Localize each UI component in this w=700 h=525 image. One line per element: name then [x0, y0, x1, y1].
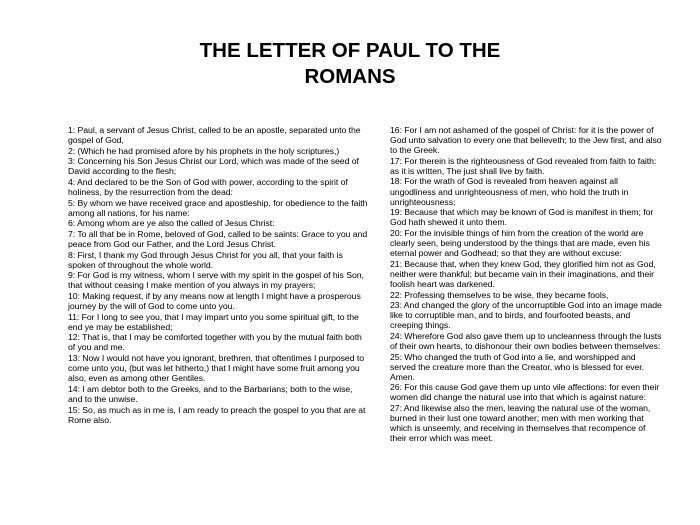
verse-24: 24: Wherefore God also gave them up to uncleanness through the lusts of their own hearts, to dishonour their own bodies between themselves: [390, 330, 662, 351]
page-title [100, 38, 600, 90]
verse-17: 17: For therein is the righteousness of God revealed from faith to faith: as it is written, The just shall live by faith. [390, 155, 657, 176]
verse-3: 3: Concerning his Son Jesus Christ our Lord, which was made of the seed of David according to the flesh; [68, 156, 359, 177]
verse-25: 25: Who changed the truth of God into a lie, and worshipped and served the creature more than the Creator, who is blessed for ever. Amen. [390, 351, 645, 382]
verse-9: 9: For God is my witness, whom I serve with my spirit in the gospel of his Son, that without ceasing I make mention of you always in my prayers; [68, 270, 364, 291]
title-line-1: THE LETTER OF PAUL TO THE [199, 39, 501, 62]
verse-6: 6: Among whom are ye also the called of Jesus Christ: [68, 218, 275, 229]
verse-7: 7: To all that be in Rome, beloved of God, called to be saints: Grace to you and peace from God our Father, and the Lord Jesus Christ. [68, 228, 368, 250]
verse-15: 15: So, as much as in me is, I am ready to preach the gospel to you that are at Rome also. [68, 404, 366, 425]
verse-19: 19: Because that which may be known of God is manifest in them; for God hath shewed it unto them. [390, 207, 654, 228]
verse-2: 2: (Which he had promised afore by his prophets in the holy scriptures,) [68, 145, 340, 156]
verse-14: 14: I am debtor both to the Greeks, and to the Barbarians; both to the wise, and to the unwise. [68, 383, 353, 404]
verse-27: 27: And likewise also the men, leaving the natural use of the woman, burned in their lust one toward another; men with men working that which is unseemly, and receiving in themselves that recompence of their error which was meet. [390, 403, 651, 444]
verse-21: 21: Because that, when they knew God, they glorified him not as God, neither were thankful; but became vain in their imaginations, and their foolish heart was darkened. [390, 258, 656, 289]
verse-13: 13: Now I would not have you ignorant, brethren, that oftentimes I purposed to come unto you, (but was let hitherto,) that I might have some fruit among you also, even as among other Gentiles. [68, 353, 365, 384]
left-column [68, 125, 368, 425]
verse-22: 22: Professing themselves to be wise, they became fools, [390, 289, 609, 300]
verse-18: 18: For the wrath of God is revealed from heaven against all ungodliness and unrighteousness of men, who hold the truth in unrighteousness; [390, 176, 629, 207]
verse-11: 11: For I long to see you, that I may impart unto you some spiritual gift, to the end ye may be established; [68, 311, 359, 332]
verse-20: 20: For the invisible things of him from the creation of the world are clearly seen, being understood by the things that are made, even his eternal power and Godhead; so that they are without excuse: [390, 227, 650, 259]
verse-23: 23: And changed the glory of the uncorruptible God into an image made like to corruptible man, and to birds, and fourfooted beasts, and creeping things. [390, 300, 662, 331]
title-line-2: ROMANS [304, 65, 396, 88]
verse-26: 26: For this cause God gave them up unto vile affections: for even their women did change the natural use into that which is against nature: [390, 382, 660, 403]
verse-16: 16: For I am not ashamed of the gospel of Christ: for it is the power of God unto salvation to every one that believeth; to the Jew first, and also to the Greek. [390, 125, 662, 156]
verse-5: 5: By whom we have received grace and apostleship, for obedience to the faith among all nations, for his name: [68, 197, 368, 218]
verse-10: 10: Making request, if by any means now at length I might have a prosperous journey by the will of God to come unto you. [68, 291, 361, 312]
verse-8: 8: First, I thank my God through Jesus Christ for you all, that your faith is spoken of throughout the whole world. [68, 249, 343, 270]
verse-4: 4: And declared to be the Son of God with power, according to the spirit of holiness, by the resurrection from the dead: [68, 176, 348, 198]
verse-12: 12: That is, that I may be comforted together with you by the mutual faith both of you and me. [68, 332, 362, 353]
verse-1: 1: Paul, a servant of Jesus Christ, called to be an apostle, separated unto the gospel of God, [68, 125, 361, 146]
right-column [390, 125, 662, 444]
